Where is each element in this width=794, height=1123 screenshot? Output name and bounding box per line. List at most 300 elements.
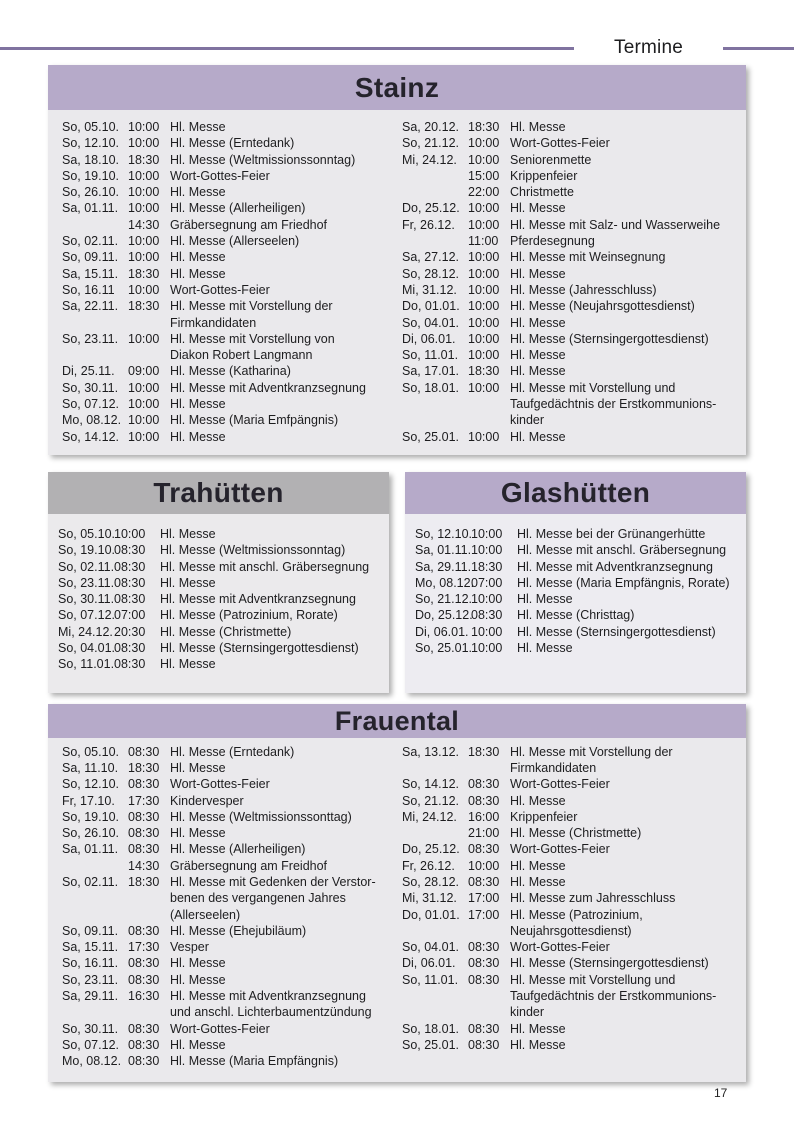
event-date <box>402 184 468 200</box>
event-description: Hl. Messe <box>510 315 566 330</box>
event-description: Gräbersegnung am Freidhof <box>170 858 328 873</box>
event-date: So, 05.10. <box>62 744 119 759</box>
schedule-row <box>402 331 732 347</box>
event-time: 10:00 <box>128 250 160 265</box>
event-date: So, 05.10. <box>62 120 119 134</box>
event-date: So, 07.12. <box>62 397 119 412</box>
event-description: Hl. Messe <box>510 429 566 444</box>
schedule-row <box>58 575 379 591</box>
event-time: 08:30 <box>128 1037 160 1052</box>
event-time: 14:30 <box>128 858 160 873</box>
event-time: 18:30 <box>468 364 500 379</box>
event-time: 17:30 <box>128 940 160 955</box>
event-time: 10:00 <box>468 266 500 281</box>
event-date: So, 28.12. <box>402 266 459 281</box>
event-time: 10:00 <box>128 185 160 200</box>
event-time: 08:30 <box>468 940 500 955</box>
page-header <box>0 36 794 60</box>
event-date: So, 19.10. <box>58 543 115 558</box>
event-date: Mo, 08.12. <box>415 575 475 590</box>
schedule-row <box>62 331 392 364</box>
schedule-row <box>62 152 392 168</box>
schedule-row <box>402 135 732 151</box>
event-date: So, 19.10. <box>62 809 119 824</box>
section-glashuetten <box>405 472 746 693</box>
event-description: Hl. Messe <box>170 250 226 265</box>
event-date: So, 11.01. <box>402 972 459 987</box>
section-frauental <box>48 704 746 1082</box>
event-date: Sa, 01.11. <box>415 543 472 558</box>
event-date: So, 04.01. <box>402 315 459 330</box>
event-description: Hl. Messe (Allerseelen) <box>170 234 300 249</box>
page-number: 17 <box>714 1086 728 1100</box>
event-date: So, 18.01. <box>402 1021 459 1036</box>
schedule-row <box>62 825 392 841</box>
event-date: So, 02.11. <box>62 234 119 249</box>
schedule-row <box>62 858 392 874</box>
schedule-row <box>402 168 732 184</box>
schedule-row <box>58 624 379 640</box>
event-description: Hl. Messe mit Adventkranzsegnung <box>160 592 356 607</box>
event-date: Do, 25.12. <box>402 201 460 216</box>
schedule-row <box>415 624 736 640</box>
event-time: 10:00 <box>468 217 500 232</box>
event-time: 08:30 <box>114 543 146 558</box>
event-time: 10:00 <box>128 234 160 249</box>
event-time: 10:00 <box>468 315 500 330</box>
event-description: Hl. Messe (Maria Empfängnis, Rorate) <box>517 575 730 590</box>
event-date: Di, 06.01. <box>415 624 469 639</box>
event-description: Wort-Gottes-Feier <box>170 282 270 297</box>
event-date: So, 21.12. <box>415 592 472 607</box>
event-time: 07:00 <box>114 608 146 623</box>
event-time: 10:00 <box>128 397 160 412</box>
schedule-row <box>402 1037 732 1053</box>
event-description: Hl. Messe <box>170 956 226 971</box>
event-time: 07:00 <box>471 575 503 590</box>
event-time: 10:00 <box>468 380 500 395</box>
event-time: 10:00 <box>128 429 160 444</box>
section-body <box>405 514 746 693</box>
section-title: Frauental <box>334 705 460 736</box>
event-time: 20:30 <box>114 624 146 639</box>
event-date: So, 12.10. <box>62 136 119 151</box>
schedule-row <box>402 776 732 792</box>
schedule-row <box>62 412 392 428</box>
event-description: Hl. Messe <box>510 348 566 363</box>
schedule-row <box>58 526 379 542</box>
event-date: So, 11.01. <box>402 348 459 363</box>
schedule-row <box>402 282 732 298</box>
event-description: Wort-Gottes-Feier <box>170 1021 270 1036</box>
event-time: 18:30 <box>468 120 500 134</box>
schedule-row <box>402 744 732 777</box>
event-date: So, 05.10. <box>58 526 115 541</box>
event-description: Hl. Messe <box>517 641 573 656</box>
section-body <box>48 738 746 1082</box>
event-description: Hl. Messe (Christmette) <box>510 826 642 841</box>
event-date: Do, 25.12. <box>402 842 460 857</box>
event-description: Hl. Messe <box>160 657 216 672</box>
event-time: 08:30 <box>468 793 500 808</box>
event-description: Hl. Messe mit anschl. Gräbersegnung <box>160 559 370 574</box>
schedule-row <box>62 972 392 988</box>
schedule-row <box>402 858 732 874</box>
schedule-row <box>62 1037 392 1053</box>
schedule-row <box>58 607 379 623</box>
event-time: 14:30 <box>128 217 160 232</box>
event-description: Hl. Messe (Allerheiligen) <box>170 201 306 216</box>
schedule-row <box>402 874 732 890</box>
event-date: Sa, 27.12. <box>402 250 459 265</box>
event-time: 08:30 <box>468 1037 500 1052</box>
event-description: Hl. Messe (Maria Emfpängnis) <box>170 413 339 428</box>
event-time: 08:30 <box>128 809 160 824</box>
schedule-column <box>62 119 392 445</box>
event-description: Hl. Messe (Christmette) <box>160 624 292 639</box>
event-time: 22:00 <box>468 185 500 200</box>
event-time: 08:30 <box>128 923 160 938</box>
event-description: Hl. Messe <box>510 874 566 889</box>
event-description: Hl. Messe <box>170 1037 226 1052</box>
event-time: 10:00 <box>128 413 160 428</box>
event-time: 17:00 <box>468 907 500 922</box>
event-date: So, 21.12. <box>402 136 459 151</box>
schedule-row <box>58 591 379 607</box>
schedule-row <box>402 184 732 200</box>
event-time: 10:00 <box>468 348 500 363</box>
schedule-row <box>402 429 732 445</box>
schedule-row <box>415 575 736 591</box>
schedule-row <box>415 591 736 607</box>
event-time: 08:30 <box>468 972 500 987</box>
event-time: 08:30 <box>114 559 146 574</box>
event-description: Hl. Messe mit Vorstellung der Firmkandidaten <box>510 744 673 775</box>
event-date: So, 21.12. <box>402 793 459 808</box>
schedule-row <box>62 1021 392 1037</box>
event-time: 08:30 <box>114 641 146 656</box>
event-description: Hl. Messe (Christtag) <box>517 608 635 623</box>
event-time: 08:30 <box>128 826 160 841</box>
event-date: Sa, 11.10. <box>62 760 119 775</box>
schedule-column <box>402 744 732 1070</box>
event-date: Mi, 24.12. <box>58 624 113 639</box>
event-description: Hl. Messe (Katharina) <box>170 364 291 379</box>
schedule-row <box>402 955 732 971</box>
schedule-row <box>402 890 732 906</box>
event-date: So, 26.10. <box>62 185 119 200</box>
event-date: So, 12.10. <box>415 526 472 541</box>
event-time: 18:30 <box>128 760 160 775</box>
schedule-row <box>402 793 732 809</box>
event-description: Hl. Messe <box>170 972 226 987</box>
event-date: Sa, 01.11. <box>62 842 119 857</box>
event-description: Hl. Messe <box>170 760 226 775</box>
event-time: 10:00 <box>468 429 500 444</box>
event-date: Sa, 29.11. <box>62 989 119 1004</box>
event-time: 21:00 <box>468 826 500 841</box>
event-time: 08:30 <box>128 1054 160 1069</box>
header-rule-left <box>0 47 574 50</box>
event-description: Wort-Gottes-Feier <box>510 777 610 792</box>
event-time: 08:30 <box>128 777 160 792</box>
event-description: Hl. Messe mit Vorstellung der Firmkandidaten <box>170 299 333 330</box>
section-body <box>48 110 746 455</box>
schedule-row <box>62 955 392 971</box>
event-description: Hl. Messe (Sternsingergottesdienst) <box>510 956 709 971</box>
schedule-row <box>402 152 732 168</box>
event-time: 10:00 <box>128 201 160 216</box>
schedule-row <box>402 1021 732 1037</box>
event-description: Hl. Messe mit Weinsegnung <box>510 250 666 265</box>
event-time: 08:30 <box>128 956 160 971</box>
event-time: 08:30 <box>468 777 500 792</box>
event-description: Hl. Messe (Sternsingergottesdienst) <box>517 624 716 639</box>
event-time: 10:00 <box>468 152 500 167</box>
schedule-row <box>402 347 732 363</box>
event-time: 10:00 <box>471 526 503 541</box>
event-date: Sa, 15.11. <box>62 266 119 281</box>
event-time: 10:00 <box>471 543 503 558</box>
schedule-row <box>58 559 379 575</box>
schedule-row <box>58 656 379 672</box>
event-time: 10:00 <box>468 201 500 216</box>
schedule-row <box>62 282 392 298</box>
event-description: Hl. Messe (Weltmissionssonntag) <box>160 543 346 558</box>
event-description: Hl. Messe (Sternsingergottesdienst) <box>160 641 359 656</box>
event-date <box>62 217 128 233</box>
schedule-column <box>415 526 736 673</box>
event-description: Hl. Messe (Weltmissionssonntag) <box>170 152 356 167</box>
event-date: So, 16.11 <box>62 282 115 297</box>
event-date: Fr, 17.10. <box>62 793 115 808</box>
event-time: 08:30 <box>468 956 500 971</box>
schedule-row <box>402 972 732 1021</box>
schedule-row <box>62 363 392 379</box>
event-date: So, 30.11. <box>58 592 115 607</box>
schedule-row <box>415 607 736 623</box>
schedule-row <box>62 249 392 265</box>
event-time: 08:30 <box>128 744 160 759</box>
event-date: Di, 25.11. <box>62 364 115 379</box>
event-date: So, 30.11. <box>62 380 119 395</box>
event-description: Hl. Messe (Erntedank) <box>170 744 295 759</box>
event-description: Hl. Messe (Neujahrsgottesdienst) <box>510 299 695 314</box>
event-description: Wort-Gottes-Feier <box>510 136 610 151</box>
schedule-row <box>62 923 392 939</box>
event-time: 08:30 <box>471 608 503 623</box>
schedule-row <box>62 217 392 233</box>
schedule-row <box>62 793 392 809</box>
schedule-row <box>402 249 732 265</box>
schedule-row <box>402 380 732 429</box>
event-date: Sa, 29.11. <box>415 559 472 574</box>
event-description: Hl. Messe mit Adventkranzsegnung und anschl. Lichterbaumentzündung <box>170 989 372 1020</box>
event-description: Vesper <box>170 940 209 955</box>
event-date: So, 04.01. <box>58 641 115 656</box>
schedule-row <box>62 1053 392 1069</box>
event-description: Hl. Messe <box>510 858 566 873</box>
schedule-column <box>402 119 732 445</box>
event-description: Hl. Messe (Jahresschluss) <box>510 282 657 297</box>
schedule-row <box>402 841 732 857</box>
schedule-row <box>62 874 392 923</box>
schedule-row <box>62 233 392 249</box>
event-date: Mi, 24.12. <box>402 809 457 824</box>
event-description: Hl. Messe (Weltmissionssonttag) <box>170 809 352 824</box>
event-description: Hl. Messe <box>510 1037 566 1052</box>
event-description: Hl. Messe <box>510 364 566 379</box>
event-date: So, 23.11. <box>62 972 119 987</box>
event-description: Hl. Messe (Allerheiligen) <box>170 842 306 857</box>
event-description: Hl. Messe (Patrozinium, Neujahrsgottesdienst) <box>510 907 643 938</box>
event-description: Gräbersegnung am Friedhof <box>170 217 328 232</box>
event-description: Hl. Messe mit Adventkranzsegnung <box>517 559 713 574</box>
event-time: 10:00 <box>114 526 146 541</box>
event-time: 10:00 <box>128 380 160 395</box>
event-description: Hl. Messe mit Vorstellung von Diakon Robert Langmann <box>170 331 335 363</box>
section-header <box>48 65 746 110</box>
event-date: So, 14.12. <box>62 429 119 444</box>
event-date: So, 25.01. <box>402 429 459 444</box>
event-description: Christmette <box>510 185 574 200</box>
event-date: So, 23.11. <box>62 331 119 346</box>
schedule-row <box>415 542 736 558</box>
event-description: Krippenfeier <box>510 168 578 183</box>
event-date: Fr, 26.12. <box>402 858 455 873</box>
event-date: So, 02.11. <box>58 559 115 574</box>
schedule-row <box>402 266 732 282</box>
event-time: 18:30 <box>128 152 160 167</box>
event-date: So, 26.10. <box>62 826 119 841</box>
event-description: Hl. Messe <box>170 266 226 281</box>
event-description: Seniorenmette <box>510 152 592 167</box>
schedule-row <box>402 217 732 233</box>
event-description: Hl. Messe <box>170 185 226 200</box>
schedule-row <box>62 298 392 331</box>
event-date: So, 25.01. <box>415 641 472 656</box>
event-time: 10:00 <box>471 641 503 656</box>
schedule-row <box>402 298 732 314</box>
event-date <box>62 858 128 874</box>
event-time: 10:00 <box>471 624 503 639</box>
schedule-row <box>62 841 392 857</box>
schedule-row <box>402 363 732 379</box>
event-description: Wort-Gottes-Feier <box>510 842 610 857</box>
event-time: 08:30 <box>114 592 146 607</box>
schedule-row <box>62 184 392 200</box>
event-description: Kindervesper <box>170 793 244 808</box>
schedule-row <box>62 119 392 135</box>
schedule-column <box>58 526 379 673</box>
event-date <box>402 233 468 249</box>
middle-sections-row <box>48 472 746 693</box>
event-time: 08:30 <box>468 874 500 889</box>
event-date: Mi, 24.12. <box>402 152 457 167</box>
section-title: Stainz <box>354 72 440 103</box>
event-time: 18:30 <box>471 559 503 574</box>
schedule-row <box>415 526 736 542</box>
section-title: Glashütten <box>500 476 651 508</box>
event-description: Hl. Messe <box>170 826 226 841</box>
event-date: Sa, 20.12. <box>402 120 459 134</box>
event-description: Hl. Messe <box>510 1021 566 1036</box>
event-time: 16:00 <box>468 809 500 824</box>
schedule-row <box>62 266 392 282</box>
event-date: Do, 01.01. <box>402 299 460 314</box>
schedule-row <box>58 640 379 656</box>
event-time: 08:30 <box>128 972 160 987</box>
event-description: Hl. Messe mit Salz- und Wasserweihe <box>510 217 721 232</box>
event-date <box>402 825 468 841</box>
event-date: Di, 06.01. <box>402 956 456 971</box>
event-time: 10:00 <box>128 331 160 346</box>
event-description: Hl. Messe zum Jahresschluss <box>510 891 676 906</box>
event-time: 18:30 <box>128 874 160 889</box>
schedule-row <box>62 200 392 216</box>
page-content <box>48 65 746 1082</box>
event-description: Hl. Messe <box>170 397 226 412</box>
section-header <box>48 472 389 514</box>
schedule-column <box>62 744 392 1070</box>
event-time: 08:30 <box>114 575 146 590</box>
event-description: Hl. Messe <box>510 266 566 281</box>
event-description: Hl. Messe mit Vorstellung und Taufgedächtnis der Erstkommunions- kinder <box>510 972 717 1020</box>
schedule-row <box>62 135 392 151</box>
schedule-row <box>62 429 392 445</box>
section-body <box>48 514 389 693</box>
event-description: Wort-Gottes-Feier <box>510 940 610 955</box>
event-date: So, 23.11. <box>58 575 115 590</box>
event-date: So, 25.01. <box>402 1037 459 1052</box>
section-title: Trahütten <box>153 476 284 508</box>
event-description: Hl. Messe <box>170 429 226 444</box>
event-description: Hl. Messe (Maria Empfängnis) <box>170 1054 339 1069</box>
event-time: 10:00 <box>128 120 160 134</box>
event-time: 10:00 <box>128 168 160 183</box>
event-description: Hl. Messe (Ehejubiläum) <box>170 923 307 938</box>
schedule-row <box>402 907 732 940</box>
schedule-row <box>62 168 392 184</box>
event-time: 10:00 <box>128 136 160 151</box>
section-stainz <box>48 65 746 455</box>
event-description: Hl. Messe mit Vorstellung und Taufgedächtnis der Erstkommunions- kinder <box>510 380 717 428</box>
event-description: Hl. Messe <box>510 120 566 134</box>
event-date: Di, 06.01. <box>402 331 456 346</box>
event-description: Hl. Messe bei der Grünangerhütte <box>517 526 706 541</box>
event-date: So, 12.10. <box>62 777 119 792</box>
event-time: 08:30 <box>128 1021 160 1036</box>
event-time: 10:00 <box>468 331 500 346</box>
event-date: So, 09.11. <box>62 250 119 265</box>
event-date: Sa, 17.01. <box>402 364 459 379</box>
event-date: Do, 01.01. <box>402 907 460 922</box>
event-description: Hl. Messe <box>510 793 566 808</box>
event-date: Sa, 15.11. <box>62 940 119 955</box>
event-time: 10:00 <box>128 282 160 297</box>
event-date: Mo, 08.12. <box>62 1054 122 1069</box>
event-time: 08:30 <box>468 842 500 857</box>
schedule-row <box>402 119 732 135</box>
event-date: Do, 25.12. <box>415 608 473 623</box>
event-description: Hl. Messe mit Gedenken der Verstor- benen des vergangenen Jahres (Allerseelen) <box>170 874 376 922</box>
page-header-title: Termine <box>614 37 683 58</box>
schedule-row <box>402 825 732 841</box>
event-time: 10:00 <box>468 250 500 265</box>
event-time: 18:30 <box>128 299 160 314</box>
event-time: 15:00 <box>468 168 500 183</box>
event-description: Hl. Messe <box>517 592 573 607</box>
